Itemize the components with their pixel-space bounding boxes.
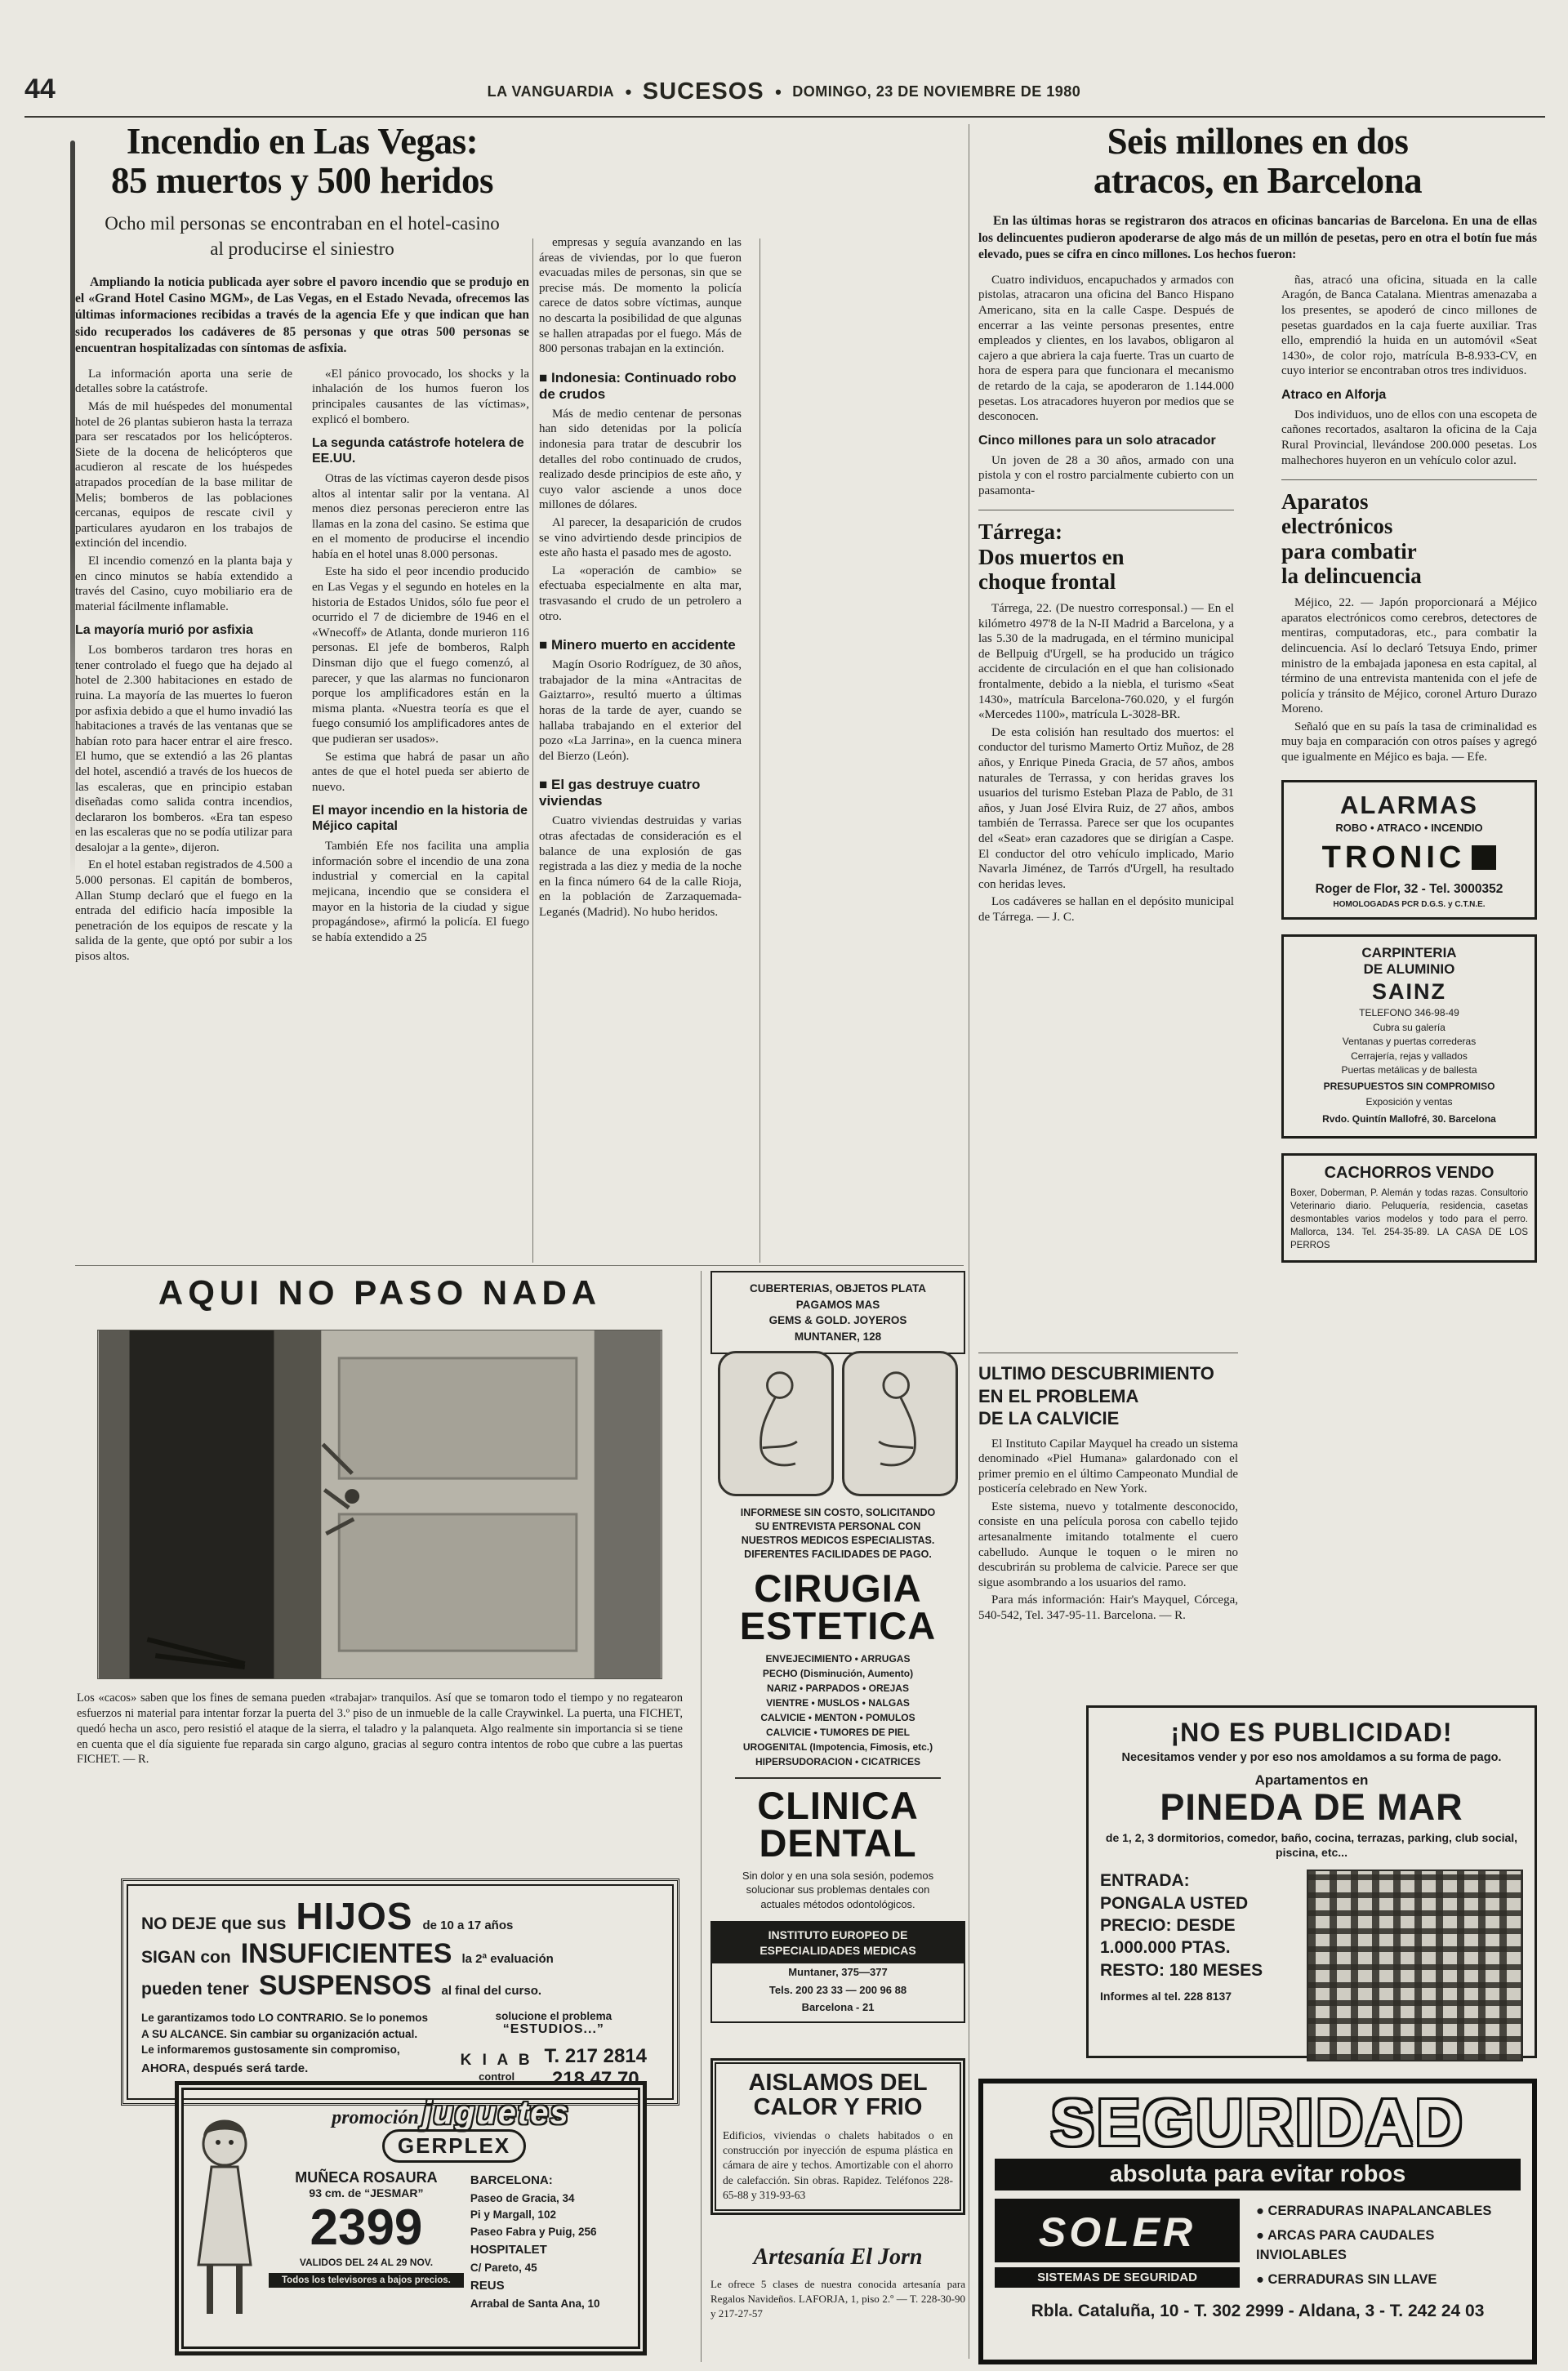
soler-middle <box>995 2199 1521 2295</box>
kiab-problem-line2: “ESTUDIOS...” <box>502 2022 604 2036</box>
paragraph: Cuatro individuos, encapuchados y armados con pistolas, atracaron una oficina del Banco Hispano Americano, sita en la calle Caspe. Después de encerrar a las veinte personas presentes, entre empleados y clientes, en los lavabos, obligaron al cajero a que abriera la caja fuerte. Tras un cuarto de hora de espera para que funcionara el mecanismo de retardo de la caja, se apoderaron de 1.144.000 pesetas. Los atracadores huyeron por medios que se desconocen. <box>978 273 1234 424</box>
pineda-price-info <box>1100 1870 1298 2061</box>
divider-rule <box>735 1777 941 1779</box>
paragraph: De esta colisión han resultado dos muertos: el conductor del turismo Mamerto Ortiz Muñoz, de 28 años, y Enrique Pineda Gracia, de 57 años, ambos naturales de Terrassa, y con heridas graves los usuarios del turismo Esteban Plaza de Pablo, de 31 años, y Juan José Elvira Ruiz, de 27 años, ambos también de Terrassa. Parece ser que los ocupantes del «Seat» eran cazadores que se dirigían a Caspe. El conductor del otro vehículo implicado, Mario Navarla Jiménez, de Tarrós d'Urgell, ha resultado con heridas leves. <box>978 725 1234 891</box>
paragraph: ● CERRADURAS INAPALANCABLES <box>1256 2204 1492 2218</box>
column-rule <box>532 238 533 1263</box>
paragraph: TELEFONO 346-98-49 <box>1359 1007 1459 1019</box>
subheading: ■ Indonesia: Continuado robo de crudos <box>539 369 737 402</box>
gerplex-promo-word: promoción <box>332 2107 419 2128</box>
subheading: La segunda catástrofe hotelera de EE.UU. <box>312 436 524 466</box>
ad-calvicie-mayquel <box>978 1341 1238 1626</box>
instituto-name: INSTITUTO EUROPEO DE ESPECIALIDADES MEDICAS <box>712 1923 964 1963</box>
kiab-phone-1: T. 217 2814 <box>544 2045 647 2067</box>
article-vegas-fire <box>75 123 529 967</box>
paragraph: «El pánico provocado, los shocks y la inhalación de los humos fueron los principales causantes de las víctimas», explicó el bombero. <box>312 367 529 426</box>
soler-logo: SOLER <box>995 2199 1240 2262</box>
gerplex-juguetes-word: juguetes <box>422 2095 570 2131</box>
sainz-name: SAINZ <box>1372 979 1446 1005</box>
gerplex-promo-row <box>269 2097 633 2163</box>
soler-features <box>1256 2199 1521 2295</box>
aparatos-headline-line4: la delincuencia <box>1281 563 1422 588</box>
subheading: El mayor incendio en la historia de Méjico capital <box>312 804 528 834</box>
fichet-caption: Los «cacos» saben que los fines de semana pueden «trabajar» tranquilos. Así que se tomaron todo el tiempo y no regatearon esfuerzos ni material para intentar forzar la puerta del 3.º piso de un inmueble de la calle Craywinkel. La puerta, una FICHET, quedó hecha un asco, pero resistió el ataque de la sierra, el taladro y la palanqueta. Algo realmente sin importancia si se tiene en cuenta que el día siguiente fue reparada sin cargo alguno, gracias al seguro contra intentos de robo que cubre a las puertas FICHET. — R. <box>77 1691 683 1767</box>
atracos-column-1-text <box>978 273 1234 499</box>
cirugia-title-line2: ESTETICA <box>739 1603 937 1647</box>
ad-gerplex-juguetes <box>175 2081 647 2355</box>
paragraph: Paseo de Gracia, 34 <box>470 2192 575 2204</box>
subheading: ■ Minero muerto en accidente <box>539 637 736 653</box>
subheading: REUS <box>470 2279 505 2293</box>
kiab-row3 <box>141 1970 659 2002</box>
paragraph: C/ Pareto, 45 <box>470 2261 537 2274</box>
paragraph: Este ha sido el peor incendio producido en Las Vegas y el segundo en hoteles en la historia de Estados Unidos, sólo fue peor el ocurrido el 7 de diciembre de 1946 en el «Wnecoff» de Atlanta, donde murieron 116 personas. El jefe de bomberos, Ralph Dinsman dijo que el fuego comenzó, al parecer, y que las alarmas no funcionaron porque los amplificadores están en la misma planta. «Nuestra teoría es que el fuego consumió los amplificadores antes de que pudieran ser usados». <box>312 565 529 747</box>
article-atracos <box>978 123 1537 1263</box>
instituto-box <box>710 1921 965 2022</box>
tarrega-headline-line2: Dos muertos en <box>978 544 1125 569</box>
pineda-phone: Informes al tel. 228 8137 <box>1100 1989 1232 2003</box>
kiab-row2-c: la 2ª evaluación <box>461 1952 554 1966</box>
paragraph: Más de medio centenar de personas han sido detenidas por la policía indonesia para tratar de descubrir los detalles del robo continuado de crudos, realizado desde principios de este año, y cuyo valor asciende a unos doce millones de dólares. <box>539 407 742 512</box>
gerplex-brand: GERPLEX <box>382 2129 526 2163</box>
tarrega-headline <box>978 519 1234 594</box>
tronic-address: Roger de Flor, 32 - Tel. 3000352 <box>1315 881 1503 896</box>
story-rule <box>1281 479 1537 480</box>
aparatos-headline-line1: Aparatos <box>1281 489 1369 515</box>
soler-title: SEGURIDAD <box>1050 2086 1465 2159</box>
section-name: SUCESOS <box>642 78 764 105</box>
cachorros-body: Boxer, Doberman, P. Alemán y todas razas. Consultorio Veterinario diario. Peluquería, residencia, casetas desmontables varios modelos y todo para el perro. Mallorca, 134. Tel. 254-35-89. LA CASA DE LOS PERROS <box>1290 1188 1528 1251</box>
paragraph: El incendio comenzó en la planta baja y en cinco minutos se había extendido a través del Casino, cuyo mobiliario era de material fácilmente inflamable. <box>75 554 292 613</box>
vegas-lead: Ampliando la noticia publicada ayer sobre el pavoro incendio que se produjo en el «Grand Hotel Casino MGM», de Las Vegas, en el Estado Nevada, ofrecemos las últimas informaciones recibidas a través de la agencia Efe y que indican que han sido recuperados los cadáveres de 85 personas y que otras 500 personas se encuentran hospitalizadas con síntomas de asfixia. <box>75 275 529 355</box>
paragraph: ñas, atracó una oficina, situada en la calle Aragón, de Banca Catalana. Mientras amenazaba a los presentes, se apoderó de cinco millones de pesetas guardados en la caja fuerte auxiliar. Tras ello, emprendió la huida en un automóvil «Seat 1430», de color rojo, matrícula B-8.933-CV, en cuyo interior se encontraban otros tres individuos. <box>1281 273 1537 378</box>
paragraph: empresas y seguía avanzando en las áreas de viviendas, por lo que fueron evacuadas miles de personas, sin que se precise más. De momento la policía carece de datos sobre víctimas, aunque no descarta la posibilidad de que algunas se hallen atrapadas por el fuego. Más de 800 personas trabajan en la extinción. <box>539 236 742 356</box>
subheading: Rvdo. Quintín Mallofré, 30. Barcelona <box>1322 1112 1496 1125</box>
atracos-lead: En las últimas horas se registraron dos atracos en oficinas bancarias de Barcelona. En una de ellas los delincuentes pudieron apoderarse de algo más de un millón de pesetas, pero en otra el botín fue más elevado, pues se cifra en cinco millones. Los hechos fueron: <box>978 214 1537 261</box>
gerplex-note: Todos los televisores a bajos precios. <box>269 2273 464 2288</box>
paragraph: Un joven de 28 a 30 años, armado con una pistola y con el rostro parcialmente cubierto con un pasamonta- <box>978 453 1234 497</box>
gerplex-validity: VALIDOS DEL 24 AL 29 NOV. <box>299 2257 434 2268</box>
paragraph: Cubra su galería <box>1373 1021 1446 1033</box>
subheading: La mayoría murió por asfixia <box>75 623 253 638</box>
calvicie-body <box>978 1437 1238 1624</box>
kiab-detail-right <box>448 2010 659 2090</box>
paragraph: ENTRADA: <box>1100 1871 1190 1891</box>
gerplex-main <box>269 2097 633 2343</box>
atracos-headline <box>978 123 1537 200</box>
paragraph: ● ARCAS PARA CAUDALES INVIOLABLES <box>1256 2227 1435 2262</box>
paragraph: GEMS & GOLD. JOYEROS <box>768 1314 907 1327</box>
subheading: Cinco millones para un solo atracador <box>978 433 1216 448</box>
ad-cuberterias <box>710 1271 965 1354</box>
pineda-apartments-label: Apartamentos en <box>1254 1772 1369 1788</box>
tronic-note: HOMOLOGADAS PCR D.G.S. y C.T.N.E. <box>1333 899 1486 909</box>
figures-illustration <box>710 1351 965 1496</box>
instituto-phones: Tels. 200 23 33 — 200 96 88 <box>768 1983 907 1996</box>
forced-door-photo <box>97 1330 662 1679</box>
instituto-city: Barcelona - 21 <box>801 2001 875 2014</box>
aislamos-title-line1: AISLAMOS DEL <box>748 2070 928 2096</box>
kiab-line2: A SU ALCANCE. Sin cambiar su organización actual. <box>141 2027 418 2040</box>
soler-address: Rbla. Cataluña, 10 - T. 302 2999 - Aldana, 3 - T. 242 24 03 <box>1031 2301 1485 2320</box>
kiab-line1: Le garantizamos todo LO CONTRARIO. Se lo ponemos <box>141 2012 429 2024</box>
building-illustration <box>1307 1870 1523 2061</box>
paragraph: La «operación de cambio» se efectuaba especialmente en alta mar, trasvasando el crudo de un petrolero a otro. <box>539 564 742 623</box>
ad-fichet <box>77 1273 683 1767</box>
tronic-title: ALARMAS <box>1340 790 1478 819</box>
calvicie-headline-line2: EN EL PROBLEMA <box>978 1385 1139 1406</box>
paragraph: ENVEJECIMIENTO • ARRUGAS <box>765 1652 911 1665</box>
pineda-description: de 1, 2, 3 dormitorios, comedor, baño, cocina, terrazas, parking, club social, piscina, etc... <box>1105 1831 1518 1860</box>
calvicie-headline-line1: ULTIMO DESCUBRIMIENTO <box>978 1363 1214 1384</box>
paragraph: CALVICIE • TUMORES DE PIEL <box>766 1726 910 1738</box>
paragraph: La información aporta una serie de detalles sobre la catástrofe. <box>75 367 292 396</box>
kiab-detail <box>141 2010 659 2090</box>
kiab-row1-a: NO DEJE que sus <box>141 1914 287 1933</box>
paragraph: Al parecer, la desaparición de crudos se vino advirtiendo desde principios de este año hasta el pasado mes de agosto. <box>539 516 742 560</box>
paragraph: Méjico, 22. — Japón proporcionará a Méjico aparatos electrónicos como cerebros, detectores de mentiras, computadoras, etc., para combatir la delincuencia. Así lo declaró Tetsuya Endo, primer ministro de la embajada japonesa en esta capital, al término de una entrevista mantenida con el jefe de policía y tránsito de Méjico, coronel Arturo Durazo Moreno. <box>1281 596 1537 716</box>
figure-drawing-right <box>842 1351 958 1496</box>
dental-text: Sin dolor y en una sola sesión, podemos solucionar sus problemas dentales con actuales métodos odontológicos. <box>742 1869 934 1910</box>
ad-soler-seguridad <box>978 2079 1537 2364</box>
sainz-line1: CARPINTERIA <box>1361 944 1457 960</box>
ad-kiab <box>121 1879 679 2106</box>
kiab-row3-b: SUSPENSOS <box>258 1970 432 2001</box>
vegas-column-3 <box>539 235 742 923</box>
page-number: 44 <box>24 74 56 105</box>
paragraph: Otras de las víctimas cayeron desde pisos altos al intentar salir por la ventana. Al menos diez personas perecieron entre las llamas en la zona del casino. Se estima que en el momento de producirse el incendio había en el hotel unas 8.000 personas. <box>312 471 529 561</box>
paragraph: HIPERSUDORACION • CICATRICES <box>755 1755 920 1767</box>
paragraph: VIENTRE • MUSLOS • NALGAS <box>766 1696 910 1709</box>
aparatos-headline-line2: electrónicos <box>1281 514 1393 539</box>
calvicie-headline-line3: DE LA CALVICIE <box>978 1408 1120 1428</box>
fichet-title: AQUI NO PASO NADA <box>158 1273 602 1312</box>
paragraph: En el hotel estaban registrados de 4.500 a 5.000 personas. El capitán de bomberos, Allan Stump declaró que el fuego en la entrada del edificio hacía imposible la penetración de los equipos de rescate y la salida de la gente, que optó por subir a los pisos altos. <box>75 858 292 964</box>
subheading: BARCELONA: <box>470 2173 553 2187</box>
kiab-brand: K I A B <box>460 2051 533 2069</box>
paragraph: Se estima que habrá de pasar un año antes de que el hotel pueda ser abierto de nuevo. <box>312 750 529 794</box>
paragraph: Tárrega, 22. (De nuestro corresponsal.) — En el kilómetro 497'8 de la N-II Madrid a Barcelona, y a las 5.30 de la madrugada, en el término municipal de Bellpuig d'Urgell, se ha producido un trágico accidente de circulación en el que han colisionado frontalmente, debido a la niebla, el turismo «Seat 1430», matrícula Barcelona-760.020, y el furgón «Mercedes 1100», matrícula L-3028-BR. <box>978 602 1234 722</box>
cirugia-intro: INFORMESE SIN COSTO, SOLICITANDO SU ENTREVISTA PERSONAL CON NUESTROS MEDICOS ESPECIALISTAS. DIFERENTES FACILIDADES DE PAGO. <box>740 1507 936 1560</box>
paragraph: Dos individuos, uno de ellos con una escopeta de cañones recortados, asaltaron la oficina de la Caja Rural Provincial, llevándose 200.000 pesetas. Los malhechores huyeron en un vehículo color azul. <box>1281 408 1537 467</box>
kiab-problem-line1: solucione el problema <box>495 2010 612 2022</box>
atracos-column-2 <box>1281 273 1537 1263</box>
gerplex-body <box>269 2169 633 2312</box>
paragraph: Cerrajería, rejas y vallados <box>1351 1050 1468 1062</box>
sainz-details <box>1290 1006 1528 1125</box>
kiab-phone-2: 218 47 70 <box>551 2067 639 2090</box>
subheading: HOSPITALET <box>470 2242 547 2257</box>
vegas-column-2 <box>312 367 529 967</box>
atracos-columns <box>978 273 1537 1263</box>
separator-dot: • <box>775 81 782 102</box>
vegas-headline-line1: Incendio en Las Vegas: <box>126 121 479 162</box>
paragraph: PECHO (Disminución, Aumento) <box>762 1667 914 1679</box>
sainz-line2: DE ALUMINIO <box>1363 961 1455 978</box>
paragraph: CALVICIE • MENTON • POMULOS <box>760 1711 915 1723</box>
paragraph: El Instituto Capilar Mayquel ha creado un sistema denominado «Piel Humana» galardonado con el primer premio en el último Campeonato Mundial de posticería celebrado en New York. <box>978 1437 1238 1496</box>
paragraph: Exposición y ventas <box>1365 1096 1453 1108</box>
paragraph: UROGENITAL (Impotencia, Fimosis, etc.) <box>742 1740 933 1753</box>
paper-name: LA VANGUARDIA <box>487 83 615 100</box>
masthead <box>0 78 1568 105</box>
gerplex-product-name: MUÑECA ROSAURA <box>295 2169 438 2186</box>
header-rule <box>24 116 1545 118</box>
calvicie-headline <box>978 1362 1238 1430</box>
tronic-logo-row <box>1290 840 1528 876</box>
doll-illustration <box>187 2097 262 2343</box>
gerplex-price: 2399 <box>310 2199 423 2256</box>
gerplex-addresses <box>470 2169 633 2312</box>
subheading: PRESUPUESTOS SIN COMPROMISO <box>1323 1081 1495 1093</box>
kiab-row2-a: SIGAN con <box>141 1948 231 1967</box>
pineda-bottom <box>1100 1870 1523 2061</box>
ad-aislamos <box>710 2058 965 2215</box>
paragraph: ● CERRADURAS SIN LLAVE <box>1256 2271 1437 2287</box>
paragraph: Los bomberos tardaron tres horas en tener controlado el fuego que ha dejado al hotel de 2.300 habitaciones en estado de ruina. La mayoría de las muertes lo fueron por asfixia debido a que el humo invadió las habitaciones a través de las ventanas que se habían roto para hacer entrar el aire fresco. El humo, que se extendió a las 26 plantas del hotel, ascendió a través de los huecos de las escaleras, que en principio estaban diseñadas como salida contra incendios, declararon los bomberos. «Era tan espeso en las escaleras que no se podía utilizar para desalojar a la gente», dijeron. <box>75 644 292 854</box>
ad-carpinteria-sainz <box>1281 934 1537 1139</box>
pineda-price-lines <box>1100 1870 1298 1981</box>
aparatos-body <box>1281 595 1537 765</box>
pineda-name: PINEDA DE MAR <box>1160 1786 1463 1828</box>
gerplex-offer <box>269 2169 464 2312</box>
tronic-logo-mark-icon <box>1472 845 1496 870</box>
paragraph: MUNTANER, 128 <box>794 1330 882 1343</box>
cirugia-title-line1: CIRUGIA <box>754 1566 922 1610</box>
paragraph: PRECIO: DESDE <box>1100 1915 1236 1935</box>
paragraph: Paseo Fabra y Puig, 256 <box>470 2225 597 2238</box>
gerplex-product-detail: 93 cm. de “JESMAR” <box>309 2186 424 2199</box>
vegas-subtitle <box>75 212 529 261</box>
cirugia-treatments <box>710 1651 965 1769</box>
eljorn-title: Artesanía El Jorn <box>753 2244 923 2270</box>
atracos-headline-line2: atracos, en Barcelona <box>1093 159 1423 201</box>
column-rule <box>701 1271 702 2362</box>
tronic-logo: TRONIC <box>1321 840 1466 875</box>
vegas-subtitle-line2: al producirse el siniestro <box>210 238 394 259</box>
paragraph: Para más información: Hair's Mayquel, Córcega, 540-542, Tel. 347-95-11. Barcelona. — R. <box>978 1593 1238 1623</box>
kiab-line4: AHORA, después será tarde. <box>141 2061 309 2075</box>
paragraph: También Efe nos facilita una amplia información sobre el incendio de una zona industrial y comercial en la capital mejicana, incendio que se considera el mayor en la historia de la ciudad y sigue propagándose», afirmó la policía. El fuego se había extendido a 25 <box>312 840 529 944</box>
pineda-title: ¡NO ES PUBLICIDAD! <box>1170 1718 1453 1747</box>
aparatos-headline <box>1281 489 1537 588</box>
atracos-headline-line1: Seis millones en dos <box>1107 121 1409 162</box>
aislamos-body: Edificios, viviendas o chalets habitados o en construcción por inyección de espuma plástica en cámara de aire y techos. Amortizable con el ahorro de calefacción. Sin obras. Rapidez. Teléfonos 228-65-88 y 319-93-63 <box>723 2128 953 2201</box>
paragraph: Más de mil huéspedes del monumental hotel de 26 plantas subieron hasta la terraza para ser rescatados por los helicópteros. Siete de la docena de helicópteros que acudieron al rescate de los huéspedes atrapados procedían de la base militar de Melis; bomberos de las poblaciones cercanas, equipos de rescate civil y particulares ayudaron en los trabajos de extinción del incendio. <box>75 399 292 550</box>
soler-logo-block <box>995 2199 1240 2295</box>
paragraph: Cuatro viviendas destruidas y varias otras afectadas de consideración es el balance de una explosión de gas registrada a las diez y media de la noche en la finca número 64 de la calle Rioja, en la población de Zarzaquemada-Leganés (Madrid). No hubo heridos. <box>539 814 742 920</box>
vegas-columns <box>75 367 529 967</box>
ad-tronic-alarmas <box>1281 780 1537 920</box>
subheading: ■ El gas destruye cuatro viviendas <box>539 777 701 809</box>
paragraph: PONGALA USTED <box>1100 1893 1249 1913</box>
kiab-row1 <box>141 1894 659 1938</box>
paragraph: 1.000.000 PTAS. <box>1100 1938 1231 1958</box>
paragraph: Señaló que en su país la tasa de criminalidad es muy baja en comparación con otros países y agregó que igualmente en Méjico es baja. — Efe. <box>1281 720 1537 764</box>
paragraph: Ventanas y puertas correderas <box>1342 1036 1477 1048</box>
paragraph: Puertas metálicas y de ballesta <box>1341 1064 1477 1076</box>
tronic-subtitle: ROBO • ATRACO • INCENDIO <box>1335 821 1483 834</box>
paragraph: Arrabal de Santa Ana, 10 <box>470 2297 600 2310</box>
kiab-row1-b: HIJOS <box>296 1895 413 1937</box>
vegas-column-1 <box>75 367 292 967</box>
tarrega-headline-line1: Tárrega: <box>978 519 1062 545</box>
pineda-subtitle: Necesitamos vender y por eso nos amoldamos a su forma de pago. <box>1121 1751 1502 1764</box>
paragraph: Pi y Margall, 102 <box>470 2208 556 2222</box>
soler-sistemas-bar: SISTEMAS DE SEGURIDAD <box>995 2267 1240 2288</box>
kiab-row1-c: de 10 a 17 años <box>422 1919 514 1932</box>
cachorros-title: CACHORROS VENDO <box>1324 1163 1494 1182</box>
paragraph: Este sistema, nuevo y totalmente desconocido, consiste en una película porosa con cabello tejido artesanalmente imitando totalmente el cuero cabelludo. Aunque le toquen o le miren no descubrirán su problema de calvicie. Parece ser que sigue asombrando a los usuarios del ramo. <box>978 1500 1238 1589</box>
kiab-brand-block <box>461 2052 533 2084</box>
kiab-row3-a: pueden tener <box>141 1980 249 1999</box>
figure-drawing-left <box>718 1351 834 1496</box>
vegas-subtitle-line1: Ocho mil personas se encontraban en el hotel-casino <box>105 213 500 234</box>
ad-cachorros-vendo <box>1281 1153 1537 1263</box>
subheading: Atraco en Alforja <box>1281 387 1387 402</box>
paragraph: CUBERTERIAS, OBJETOS PLATA <box>749 1282 927 1295</box>
atracos-column-1 <box>978 273 1234 1263</box>
aislamos-title-line2: CALOR Y FRIO <box>753 2094 923 2121</box>
paragraph: PAGAMOS MAS <box>795 1298 880 1311</box>
vegas-headline <box>75 123 529 200</box>
kiab-row2 <box>141 1938 659 1970</box>
section-rule <box>75 1265 964 1266</box>
edition-date: DOMINGO, 23 DE NOVIEMBRE DE 1980 <box>792 83 1081 100</box>
soler-subtitle-bar: absoluta para evitar robos <box>995 2159 1521 2191</box>
eljorn-body: Le ofrece 5 clases de nuestra conocida artesanía para Regalos Navideños. LAFORJA, 1, piso 2.º — T. 228-30-90 y 217-27-57 <box>710 2278 965 2320</box>
paragraph: Magín Osorio Rodríguez, de 30 años, trabajador de la mina «Antracitas de Gaiztarro», resultó muerto a últimas horas de la tarde de ayer, cuando se hallaba trabajando en el exterior del pozo «La Jarrina», en la cuenca minera del Bierzo (León). <box>539 658 742 763</box>
aparatos-headline-line3: para combatir <box>1281 538 1417 564</box>
tarrega-headline-line3: choque frontal <box>978 568 1116 594</box>
dental-title-line2: DENTAL <box>759 1821 917 1865</box>
kiab-row2-b: INSUFICIENTES <box>240 1938 452 1969</box>
ad-artesania-el-jorn <box>710 2244 965 2322</box>
vegas-headline-line2: 85 muertos y 500 heridos <box>111 159 493 201</box>
separator-dot: • <box>625 81 632 102</box>
tarrega-body <box>978 601 1234 925</box>
instituto-address: Muntaner, 375—377 <box>788 1966 888 1979</box>
kiab-row3-c: al final del curso. <box>441 1984 542 1998</box>
atracos-column-2-text <box>1281 273 1537 468</box>
dental-title-line1: CLINICA <box>757 1783 919 1827</box>
kiab-line3: Le informaremos gustosamente sin compromiso, <box>141 2043 400 2057</box>
kiab-detail-left <box>141 2010 437 2090</box>
paragraph: Los cadáveres se hallan en el depósito municipal de Tárrega. — J. C. <box>978 895 1234 924</box>
ad-cirugia-estetica <box>710 1351 965 2023</box>
paragraph: RESTO: 180 MESES <box>1100 1960 1263 1980</box>
kiab-control: control <box>479 2070 515 2083</box>
ad-pineda-de-mar <box>1086 1705 1537 2058</box>
paragraph: NARIZ • PARPADOS • OREJAS <box>767 1682 909 1694</box>
